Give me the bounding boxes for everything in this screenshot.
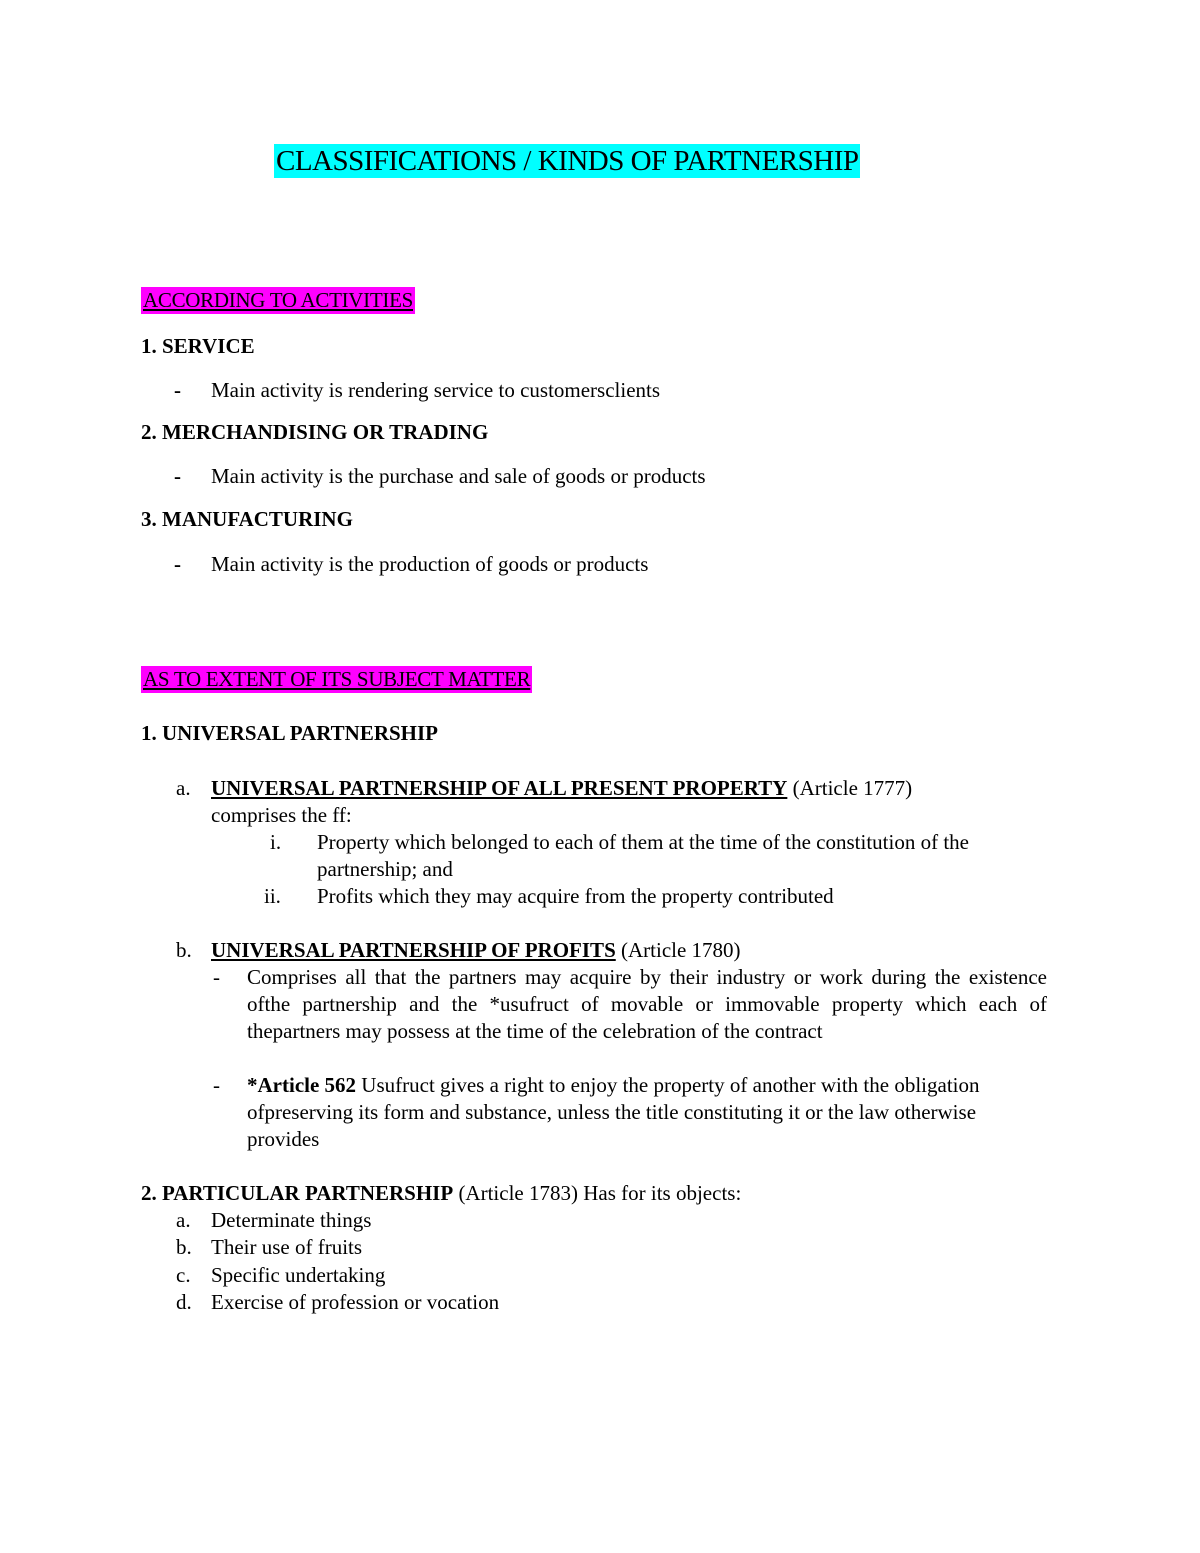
item-merchandising-desc: Main activity is the purchase and sale of goods or products [211, 464, 706, 488]
list-marker: a. [176, 776, 191, 800]
subitem-line: Profits which they may acquire from the property contributed [317, 884, 834, 908]
bullet-dash: - [174, 464, 181, 488]
item-service-label: 1. SERVICE [141, 334, 255, 358]
list-marker: - [213, 965, 220, 989]
list-marker: b. [176, 938, 192, 962]
list-item: Specific undertaking [211, 1263, 386, 1287]
list-marker: ii. [264, 884, 281, 908]
list-marker: b. [176, 1235, 192, 1259]
list-item: Determinate things [211, 1208, 372, 1232]
particular-partnership-rest: (Article 1783) Has for its objects: [453, 1181, 742, 1205]
comprises-lead: comprises the ff: [211, 803, 352, 827]
item-manufacturing-desc: Main activity is the production of goods or products [211, 552, 649, 576]
bullet-dash: - [174, 378, 181, 402]
item-service-desc: Main activity is rendering service to customersclients [211, 378, 661, 402]
list-marker: c. [176, 1263, 191, 1287]
page-title: CLASSIFICATIONS / KINDS OF PARTNERSHIP [276, 145, 859, 177]
section-heading-activities: ACCORDING TO ACTIVITIES [143, 288, 413, 312]
article-ref: (Article 1780) [615, 938, 741, 962]
list-item: Their use of fruits [211, 1235, 363, 1259]
list-marker: - [213, 1073, 220, 1097]
universal-partnership-label: 1. UNIVERSAL PARTNERSHIP [141, 721, 439, 745]
article-562-text: Usufruct gives a right to enjoy the property of another with the obligation ofpreserving its form and substance, unless the title constituting it or the law otherwise provides [247, 1073, 980, 1151]
list-item: Exercise of profession or vocation [211, 1290, 500, 1314]
universal-profits-title: UNIVERSAL PARTNERSHIP OF PROFITS [211, 938, 616, 962]
section-heading-subject-matter: AS TO EXTENT OF ITS SUBJECT MATTER [143, 667, 531, 691]
list-marker: d. [176, 1290, 192, 1314]
article-562-note [247, 1072, 1037, 1153]
list-marker: i. [270, 830, 282, 854]
particular-partnership-label: 2. PARTICULAR PARTNERSHIP [141, 1181, 454, 1205]
subitem-line: partnership; and [317, 857, 453, 881]
universal-profits-heading [211, 937, 741, 964]
list-marker: a. [176, 1208, 191, 1232]
article-ref: (Article 1777) [787, 776, 913, 800]
bullet-dash: - [174, 552, 181, 576]
item-manufacturing-label: 3. MANUFACTURING [141, 507, 353, 531]
profits-description: Comprises all that the partners may acquire by their industry or work during the existence ofthe partnership and the *usufruct of movable or immovable property which each of thepartners may possess at the time of the celebration of the contract [247, 965, 1047, 1043]
subitem-line: Property which belonged to each of them at the time of the constitution of the [317, 830, 969, 854]
universal-present-property-heading [211, 775, 912, 802]
universal-present-property-title: UNIVERSAL PARTNERSHIP OF ALL PRESENT PROPERTY [211, 776, 788, 800]
particular-partnership-heading [141, 1180, 741, 1207]
item-merchandising-label: 2. MERCHANDISING OR TRADING [141, 420, 489, 444]
article-562-label: *Article 562 [247, 1073, 357, 1097]
